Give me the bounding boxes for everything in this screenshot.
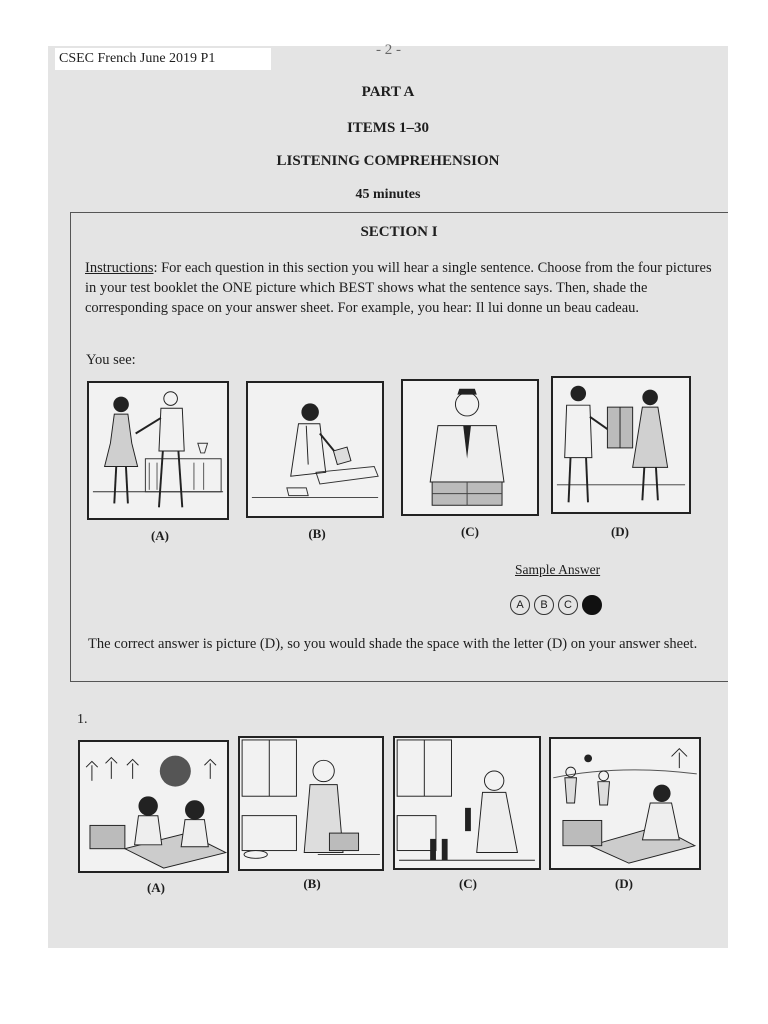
answer-bubble-c: C [558,595,578,615]
duration-heading: 45 minutes [355,187,421,202]
answer-bubble-a: A [510,595,530,615]
answer-bubble-d-shaded [582,595,602,615]
instructions-label: Instructions [85,260,154,276]
woman-with-bottles-illustration [395,738,539,868]
example-label-b: (B) [308,526,326,541]
example-label-c: (C) [460,524,480,539]
example-picture-d [551,376,691,514]
q1-label-c: (C) [458,876,478,891]
question-number: 1. [77,712,88,727]
picnic-illustration [80,742,227,871]
example-label-a: (A) [150,528,170,543]
instructions [85,258,721,318]
example-picture-b [246,381,384,518]
q1-picture-c [393,736,541,870]
sample-answer-label: Sample Answer [515,562,601,577]
instructions-text: : For each question in this section you will hear a single sentence. Choose from the four pictures in your test booklet the ONE picture which BEST shows what the sentence says. Then, shade the corresponding space on your answer sheet. For example, you hear: Il lui donne un beau cadeau. [85,260,712,316]
part-heading: PART A [361,84,415,100]
q1-label-a: (A) [146,880,166,895]
man-giving-gift-illustration [553,378,689,512]
man-wrapping-illustration [248,383,382,516]
example-picture-c [401,379,539,516]
answer-bubble-b: B [534,595,554,615]
example-label-d: (D) [610,524,630,539]
sample-answer-bubbles [510,595,602,615]
man-with-gift-illustration [403,381,537,514]
example-picture-a [87,381,229,520]
q1-picture-a [78,740,229,873]
you-see-label: You see: [86,352,136,368]
woman-cooking-illustration [240,738,382,869]
q1-picture-b [238,736,384,871]
section-type-heading: LISTENING COMPREHENSION [276,153,500,169]
q1-label-d: (D) [614,876,634,891]
items-heading: ITEMS 1–30 [346,120,430,136]
section-title: SECTION I [360,224,438,240]
couple-talking-illustration [89,383,227,518]
correct-answer-text: The correct answer is picture (D), so you would shade the space with the letter (D) on your answer sheet. [88,636,698,652]
q1-picture-d [549,737,701,870]
exam-tag: CSEC French June 2019 P1 [55,48,271,70]
beach-picnic-illustration [551,739,699,868]
q1-label-b: (B) [303,876,321,891]
page-number: - 2 - [376,42,401,58]
